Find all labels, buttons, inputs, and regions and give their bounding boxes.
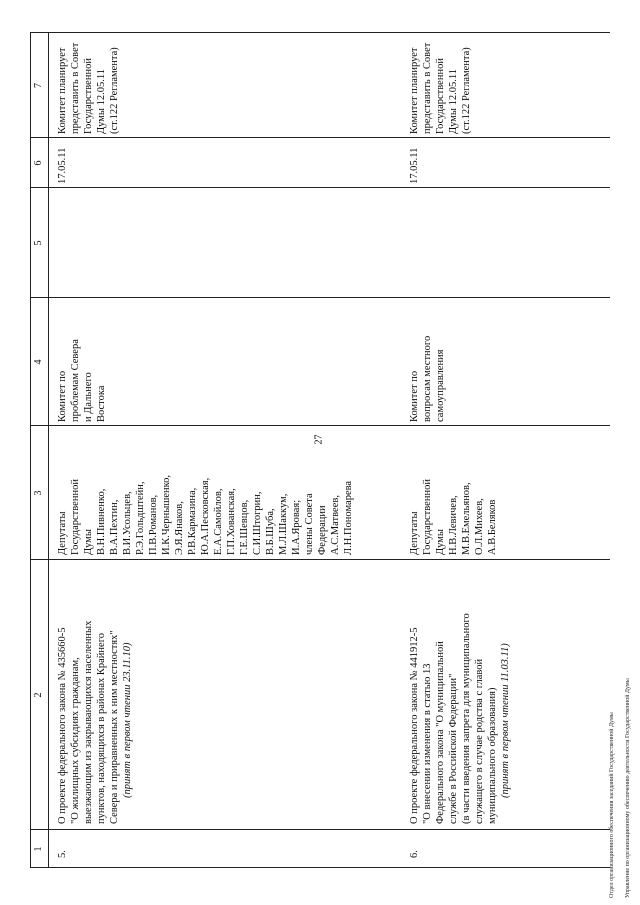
responsible-committee: Комитет по проблемам Севера и Дальнего Востока <box>57 339 107 422</box>
bill-title: О проекте федерального закона № 441912-5 "О внесении изменения в статью 13 Федерального закона "О муниципальной службе в Российской Федерации" (в части введения запрета для муниципального служащего в случае родства с главой муниципального образования) <box>409 613 498 824</box>
footer-line-1: Отдел организационного обеспечения заседаний Государственной Думы <box>609 712 615 898</box>
column-divider <box>30 32 610 33</box>
column-header-3: 3 <box>33 490 44 496</box>
bill-initiators: Депутаты Государственной Думы В.Н.Пивненко, В.А.Пехтин, В.И.Усольцев, Р.Э.Гольдштейн, П.В.Романов, И.К.Чернышенко, Э.Я.Янаков, Р.В.Кармазина, Ю.А.Песковская, Е.А.Самойлов, Г.П.Хованская, Г.Е.Шевцов, С.И.Штогрин, В.Б.Шуба, М.Л.Шаккум, И.А.Яровая; члены Совета Федерации А.С.Матвеев, Л.Н.Пономарева <box>57 474 354 555</box>
consideration-date: 17.05.11 <box>409 147 420 184</box>
page-number: 27 <box>313 434 325 445</box>
responsible-committee: Комитет по вопросам местного самоуправления <box>409 335 446 422</box>
column-divider <box>30 425 610 426</box>
bill-initiators: Депутаты Государственной Думы Н.В.Левичев, М.В.Емельянов, О.Л.Михеев, А.В.Беляков <box>409 479 498 555</box>
row-number: 5. <box>57 850 68 858</box>
column-divider <box>30 829 610 830</box>
footer <box>600 498 640 898</box>
consideration-date: 17.05.11 <box>57 147 68 184</box>
column-divider <box>30 559 610 560</box>
footer-line-2: Управление по организационному обеспечению деятельности Государственной Думы <box>625 678 631 898</box>
column-header-7: 7 <box>33 83 44 88</box>
column-divider <box>30 137 610 138</box>
column-divider <box>30 187 610 188</box>
column-header-5: 5 <box>33 240 44 246</box>
bill-status: (принят в первом чтении 23.11.10) <box>122 642 133 798</box>
table-page <box>30 28 610 878</box>
column-header-2: 2 <box>33 692 44 698</box>
row-number: 6. <box>409 850 420 858</box>
column-divider <box>30 297 610 298</box>
bill-title: О проекте федерального закона № 435660-5 "О жилищных субсидиях гражданам, выезжающим из закрывающихся населенных пунктов, находящихся в районах Крайнего Севера и приравненных к ним местностях" <box>57 620 120 824</box>
column-divider <box>30 867 610 868</box>
header-bottom-border <box>48 33 49 868</box>
column-header-6: 6 <box>33 160 44 166</box>
column-header-1: 1 <box>33 846 44 852</box>
column-header-4: 4 <box>33 359 44 365</box>
bill-status: (принят в первом чтении 11.03.11) <box>500 643 511 798</box>
table-top-border <box>30 33 31 868</box>
committee-note: Комитет планирует представить в Совет Государственной Думы 12.05.11 (ст.122 Регламента) <box>57 42 120 134</box>
committee-note: Комитет планирует представить в Совет Государственной Думы 12.05.11 (ст.122 Регламента) <box>409 42 472 134</box>
